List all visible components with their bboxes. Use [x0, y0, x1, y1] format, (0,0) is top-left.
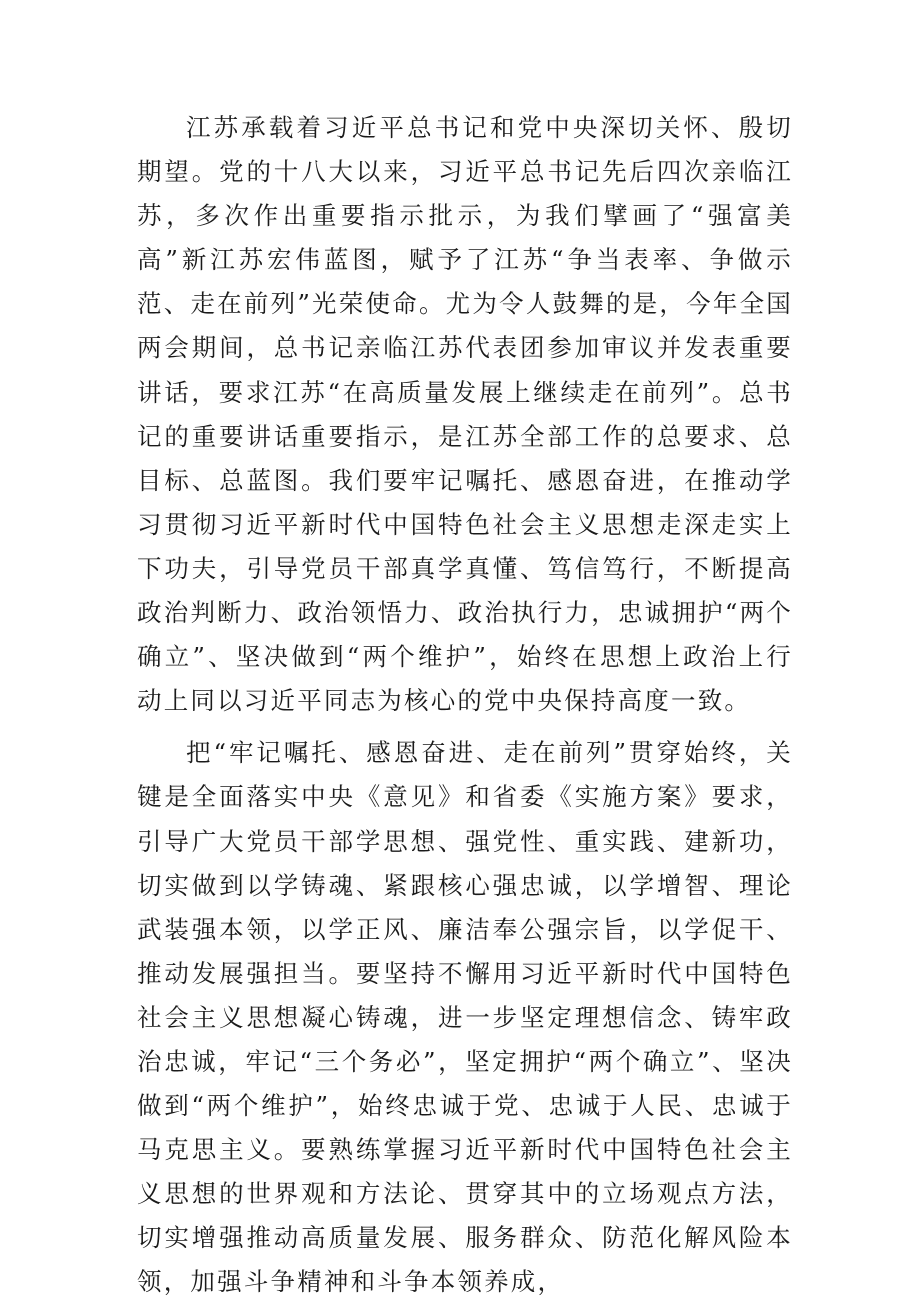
- document-body: [137, 106, 793, 1305]
- paragraph-1: 江苏承载着习近平总书记和党中央深切关怀、殷切期望。党的十八大以来，习近平总书记先后四次亲临江苏，多次作出重要指示批示，为我们擘画了“强富美高”新江苏宏伟蓝图，赋予了江苏“争当表率、争做示范、走在前列”光荣使命。尤为令人鼓舞的是，今年全国两会期间，总书记亲临江苏代表团参加审议并发表重要讲话，要求江苏“在高质量发展上继续走在前列”。总书记的重要讲话重要指示，是江苏全部工作的总要求、总目标、总蓝图。我们要牢记嘱托、感恩奋进，在推动学习贯彻习近平新时代中国特色社会主义思想走深走实上下功夫，引导党员干部真学真懂、笃信笃行，不断提高政治判断力、政治领悟力、政治执行力，忠诚拥护“两个确立”、坚决做到“两个维护”，始终在思想上政治上行动上同以习近平同志为核心的党中央保持高度一致。: [137, 113, 793, 716]
- paragraph-2: 把“牢记嘱托、感恩奋进、走在前列”贯穿始终，关键是全面落实中央《意见》和省委《实施方案》要求，引导广大党员干部学思想、强党性、重实践、建新功，切实做到以学铸魂、紧跟核心强忠诚，以学增智、理论武装强本领，以学正风、廉洁奉公强宗旨，以学促干、推动发展强担当。要坚持不懈用习近平新时代中国特色社会主义思想凝心铸魂，进一步坚定理想信念、铸牢政治忠诚，牢记“三个务必”，坚定拥护“两个确立”、坚决做到“两个维护”，始终忠诚于党、忠诚于人民、忠诚于马克思主义。要熟练掌握习近平新时代中国特色社会主义思想的世界观和方法论、贯穿其中的立场观点方法，切实增强推动高质量发展、服务群众、防范化解风险本领，加强斗争精神和斗争本领养成，: [137, 738, 793, 1297]
